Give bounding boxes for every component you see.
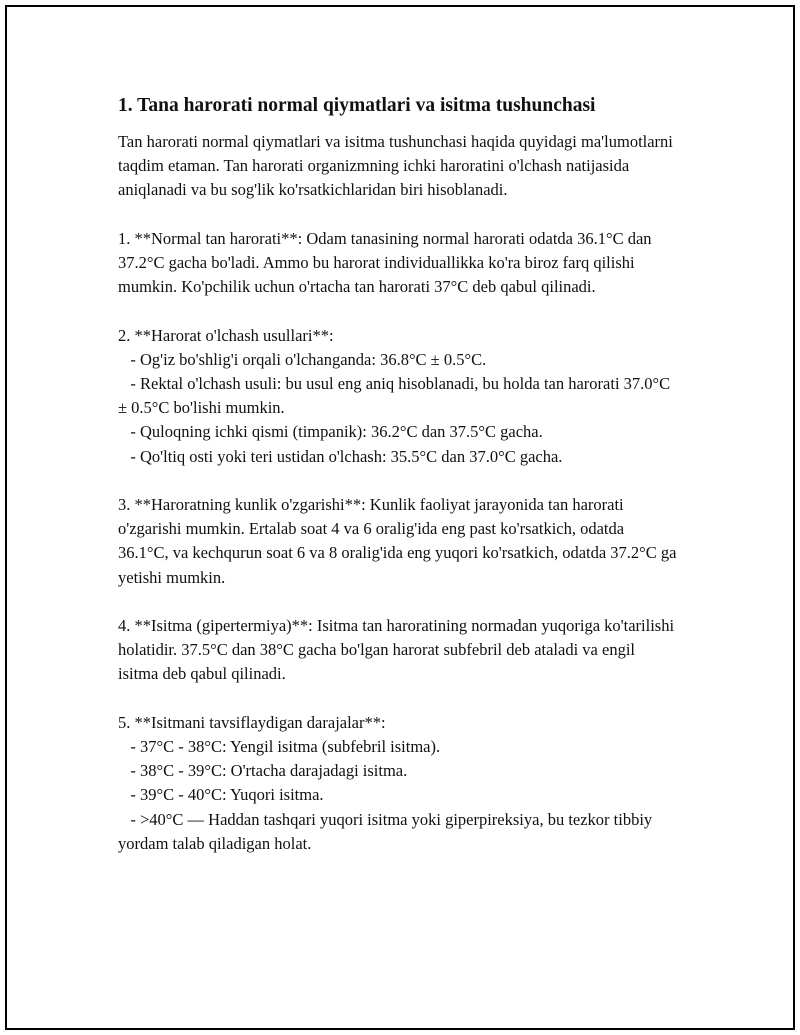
document-body: Tan harorati normal qiymatlari va isitma tushunchasi haqida quyidagi ma'lumotlarni taqdim etaman. Tan harorati organizmning ichki haroratini o'lchash natijasida aniqlanadi va bu sog'lik ko'rsatkichlaridan biri hisoblanadi. 1. **Normal tan harorati**: Odam tanasining normal harorati odatda 36.1°C dan 37.2°C gacha bo'ladi. Ammo bu harorat individuallikka ko'ra biroz farq qilishi mumkin. Ko'pchilik uchun o'rtacha tan harorati 37°C deb qabul qilinadi. 2. **Harorat o'lchash usullari**: - Og'iz bo'shlig'i orqali o'lchanganda: 36.8°C ± 0.5°C. - Rektal o'lchash usuli: bu usul eng aniq hisoblanadi, bu holda tan harorati 37.0°C ± 0.5°C bo'lishi mumkin. - Quloqning ichki qismi (timpanik): 36.2°C dan 37.5°C gacha. - Qo'ltiq osti yoki teri ustidan o'lchash: 35.5°C dan 37.0°C gacha. 3. **Haroratning kunlik o'zgarishi**: Kunlik faoliyat jarayonida tan harorati o'zgarishi mumkin. Ertalab soat 4 va 6 oralig'ida eng past ko'rsatkich, odatda 36.1°C, va kechqurun soat 6 va 8 oralig'ida eng yuqori ko'rsatkich, odatda 37.2°C ga yetishi mumkin. 4. **Isitma (gipertermiya)**: Isitma tan haroratining normadan yuqoriga ko'tarilishi holatidir. 37.5°C dan 38°C gacha bo'lgan harorat subfebril deb ataladi va engil isitma deb qabul qilinadi. 5. **Isitmani tavsiflaydigan darajalar**: - 37°C - 38°C: Yengil isitma (subfebril isitma). - 38°C - 39°C: O'rtacha darajadagi isitma. - 39°C - 40°C: Yuqori isitma. - >40°C — Haddan tashqari yuqori isitma yoki giperpireksiya, bu tezkor tibbiy yordam talab qiladigan holat. (118, 132, 677, 853)
document-content (118, 93, 678, 856)
document-title: 1. Tana harorati normal qiymatlari va isitma tushunchasi (118, 95, 596, 116)
